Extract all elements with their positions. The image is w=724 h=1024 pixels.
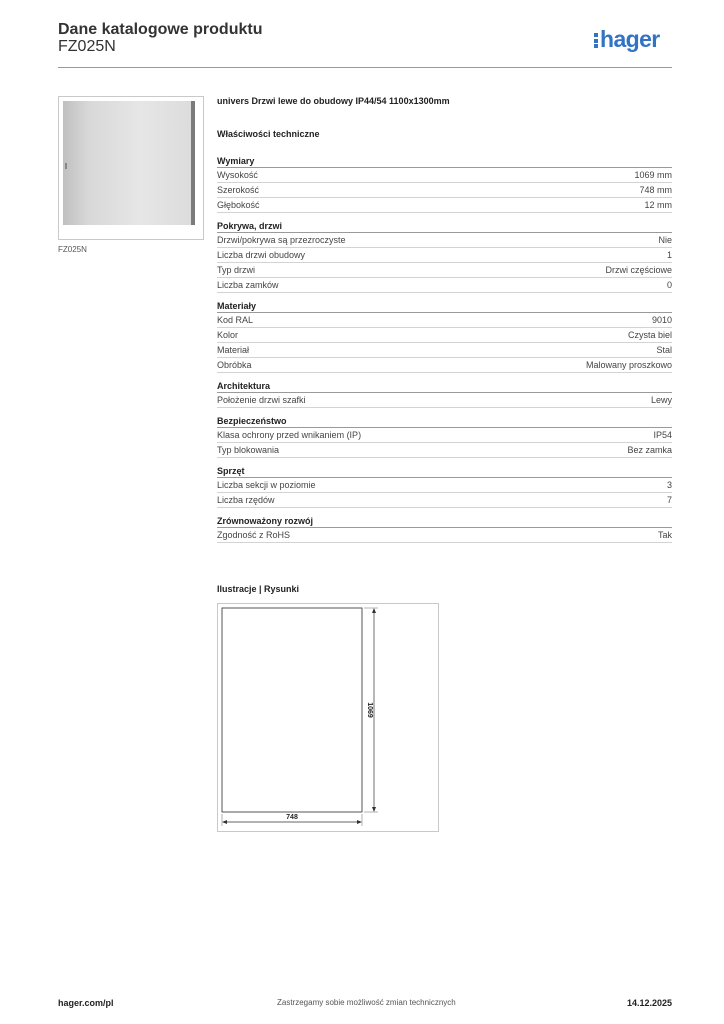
spec-value: Bez zamka	[627, 445, 672, 455]
spec-label: Położenie drzwi szafki	[217, 395, 306, 405]
spec-value: Tak	[657, 530, 672, 540]
door-panel	[63, 101, 191, 225]
section-title: Bezpieczeństwo	[217, 415, 672, 428]
footer-disclaimer: Zastrzegamy sobie możliwość zmian technicznych	[277, 998, 456, 1007]
spec-value: 1069 mm	[634, 170, 672, 180]
spec-value: 7	[666, 495, 672, 505]
height-arrow-top	[372, 608, 376, 613]
section-title: Zrównoważony rozwój	[217, 515, 672, 528]
width-arrow-left	[222, 820, 227, 824]
section-title: Sprzęt	[217, 465, 672, 478]
spec-label: Typ drzwi	[217, 265, 256, 275]
spec-row	[217, 168, 672, 183]
height-arrow-bottom	[372, 807, 376, 812]
brand-name: hager	[600, 26, 660, 52]
spec-label: Obróbka	[217, 360, 252, 370]
spec-value: 1	[666, 250, 672, 260]
spec-section	[217, 300, 672, 373]
spec-label: Typ blokowania	[217, 445, 280, 455]
spec-label: Zgodność z RoHS	[217, 530, 291, 540]
spec-row	[217, 478, 672, 493]
spec-sections	[217, 155, 672, 543]
spec-row	[217, 263, 672, 278]
spec-label: Wysokość	[217, 170, 258, 180]
spec-row	[217, 358, 672, 373]
logo-dots-icon	[594, 33, 598, 48]
spec-value: 12 mm	[644, 200, 672, 210]
spec-row	[217, 198, 672, 213]
product-photo	[58, 96, 204, 240]
door-outline	[222, 608, 362, 812]
spec-value: Drzwi częściowe	[605, 265, 672, 275]
spec-section	[217, 220, 672, 293]
spec-section	[217, 465, 672, 508]
spec-row	[217, 233, 672, 248]
spec-row	[217, 343, 672, 358]
spec-label: Liczba drzwi obudowy	[217, 250, 306, 260]
section-title: Wymiary	[217, 155, 672, 168]
hager-logo	[594, 28, 660, 51]
spec-label: Klasa ochrony przed wnikaniem (IP)	[217, 430, 362, 440]
spec-label: Kod RAL	[217, 315, 254, 325]
spec-label: Kolor	[217, 330, 239, 340]
width-arrow-right	[357, 820, 362, 824]
spec-label: Szerokość	[217, 185, 260, 195]
spec-label: Głębokość	[217, 200, 260, 210]
section-title: Pokrywa, drzwi	[217, 220, 672, 233]
spec-row	[217, 313, 672, 328]
spec-area	[217, 96, 672, 550]
width-label: 748	[286, 814, 298, 821]
spec-value: Nie	[658, 235, 672, 245]
spec-label: Drzwi/pokrywa są przezroczyste	[217, 235, 346, 245]
spec-label: Liczba zamków	[217, 280, 279, 290]
footer-website[interactable]: hager.com/pl	[58, 998, 114, 1008]
spec-label: Liczba sekcji w poziomie	[217, 480, 316, 490]
header-divider	[58, 67, 672, 68]
page-title: Dane katalogowe produktu	[58, 21, 263, 38]
spec-row	[217, 278, 672, 293]
spec-section	[217, 415, 672, 458]
section-title: Architektura	[217, 380, 672, 393]
spec-value: Lewy	[650, 395, 672, 405]
spec-row	[217, 528, 672, 543]
spec-value: 0	[666, 280, 672, 290]
door-edge	[191, 101, 195, 225]
technical-drawing	[217, 603, 439, 832]
spec-row	[217, 183, 672, 198]
image-caption: FZ025N	[58, 245, 87, 254]
footer-date: 14.12.2025	[626, 998, 672, 1008]
spec-value: 748 mm	[639, 185, 672, 195]
product-description: univers Drzwi lewe do obudowy IP44/54 1100x1300mm	[217, 96, 450, 106]
spec-row	[217, 393, 672, 408]
section-title: Materiały	[217, 300, 672, 313]
spec-value: Malowany proszkowo	[585, 360, 672, 370]
spec-row	[217, 428, 672, 443]
spec-section	[217, 380, 672, 408]
height-label: 1069	[366, 702, 373, 718]
spec-row	[217, 443, 672, 458]
spec-value: Czysta biel	[627, 330, 672, 340]
spec-row	[217, 493, 672, 508]
spec-value: 3	[666, 480, 672, 490]
spec-section	[217, 155, 672, 213]
spec-value: 9010	[651, 315, 672, 325]
spec-value: Stal	[656, 345, 672, 355]
door-hinge-icon	[65, 163, 67, 169]
product-code: FZ025N	[58, 38, 116, 55]
spec-value: IP54	[653, 430, 672, 440]
properties-title: Właściwości techniczne	[217, 129, 320, 139]
spec-section	[217, 515, 672, 543]
spec-label: Materiał	[217, 345, 250, 355]
drawing-svg	[218, 604, 440, 833]
spec-label: Liczba rzędów	[217, 495, 275, 505]
spec-row	[217, 328, 672, 343]
illustration-title: Ilustracje | Rysunki	[217, 584, 300, 594]
spec-row	[217, 248, 672, 263]
